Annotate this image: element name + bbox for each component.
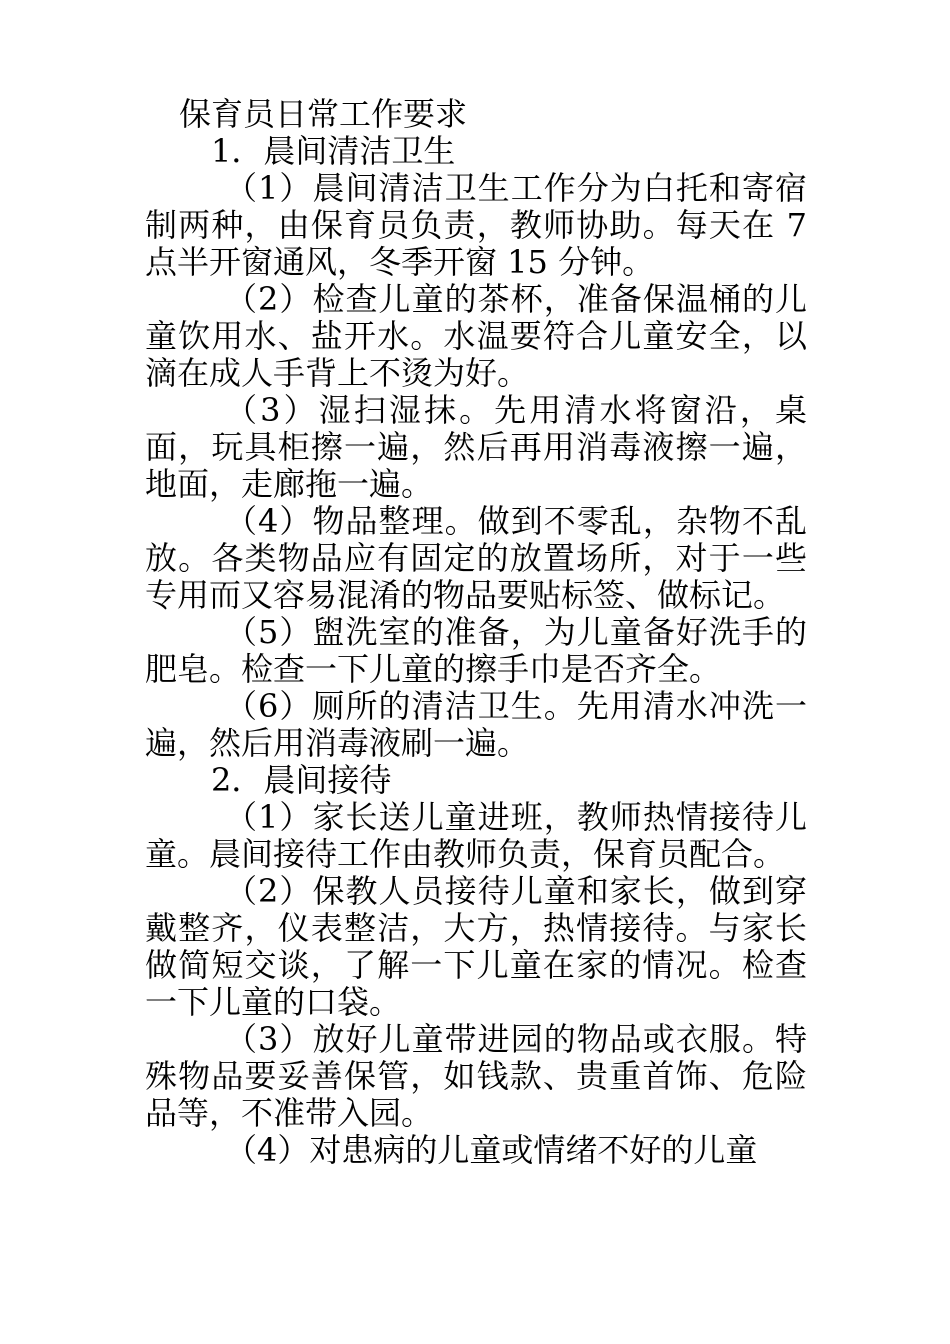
paragraph: （6）厕所的清洁卫生。先用清水冲洗一遍，然后用消毒液刷一遍。 [145, 687, 807, 762]
section-heading: 1．晨间清洁卫生 [211, 132, 456, 170]
section-heading: 2．晨间接待 [211, 761, 392, 799]
paragraph: （3）放好儿童带进园的物品或衣服。特殊物品要妥善保管，如钱款、贵重首饰、危险品等，不准带入园。 [145, 1020, 807, 1132]
paragraph: （5）盥洗室的准备，为儿童备好洗手的肥皂。检查一下儿童的擦手巾是否齐全。 [145, 613, 807, 688]
paragraph: （2）检查儿童的茶杯，准备保温桶的儿童饮用水、盐开水。水温要符合儿童安全，以滴在成人手背上不烫为好。 [145, 280, 807, 392]
paragraph: （1）晨间清洁卫生工作分为白托和寄宿制两种，由保育员负责，教师协助。每天在 7 点半开窗通风，冬季开窗 15 分钟。 [145, 169, 807, 281]
paragraph: （3）湿扫湿抹。先用清水将窗沿，桌面，玩具柜擦一遍，然后再用消毒液擦一遍，地面，走廊拖一遍。 [145, 391, 807, 503]
paragraph: （4）物品整理。做到不零乱，杂物不乱放。各类物品应有固定的放置场所，对于一些专用而又容易混淆的物品要贴标签、做标记。 [145, 502, 807, 614]
paragraph: （2）保教人员接待儿童和家长，做到穿戴整齐，仪表整洁，大方，热情接待。与家长做简短交谈，了解一下儿童在家的情况。检查一下儿童的口袋。 [145, 872, 807, 1021]
section-morning-reception [145, 762, 807, 1169]
paragraph: （4）对患病的儿童或情绪不好的儿童 [225, 1131, 758, 1169]
section-morning-cleaning [145, 133, 807, 762]
paragraph: （1）家长送儿童进班，教师热情接待儿童。晨间接待工作由教师负责，保育员配合。 [145, 798, 807, 873]
document-title: 保育员日常工作要求 [179, 95, 468, 133]
document-page [145, 96, 807, 1169]
